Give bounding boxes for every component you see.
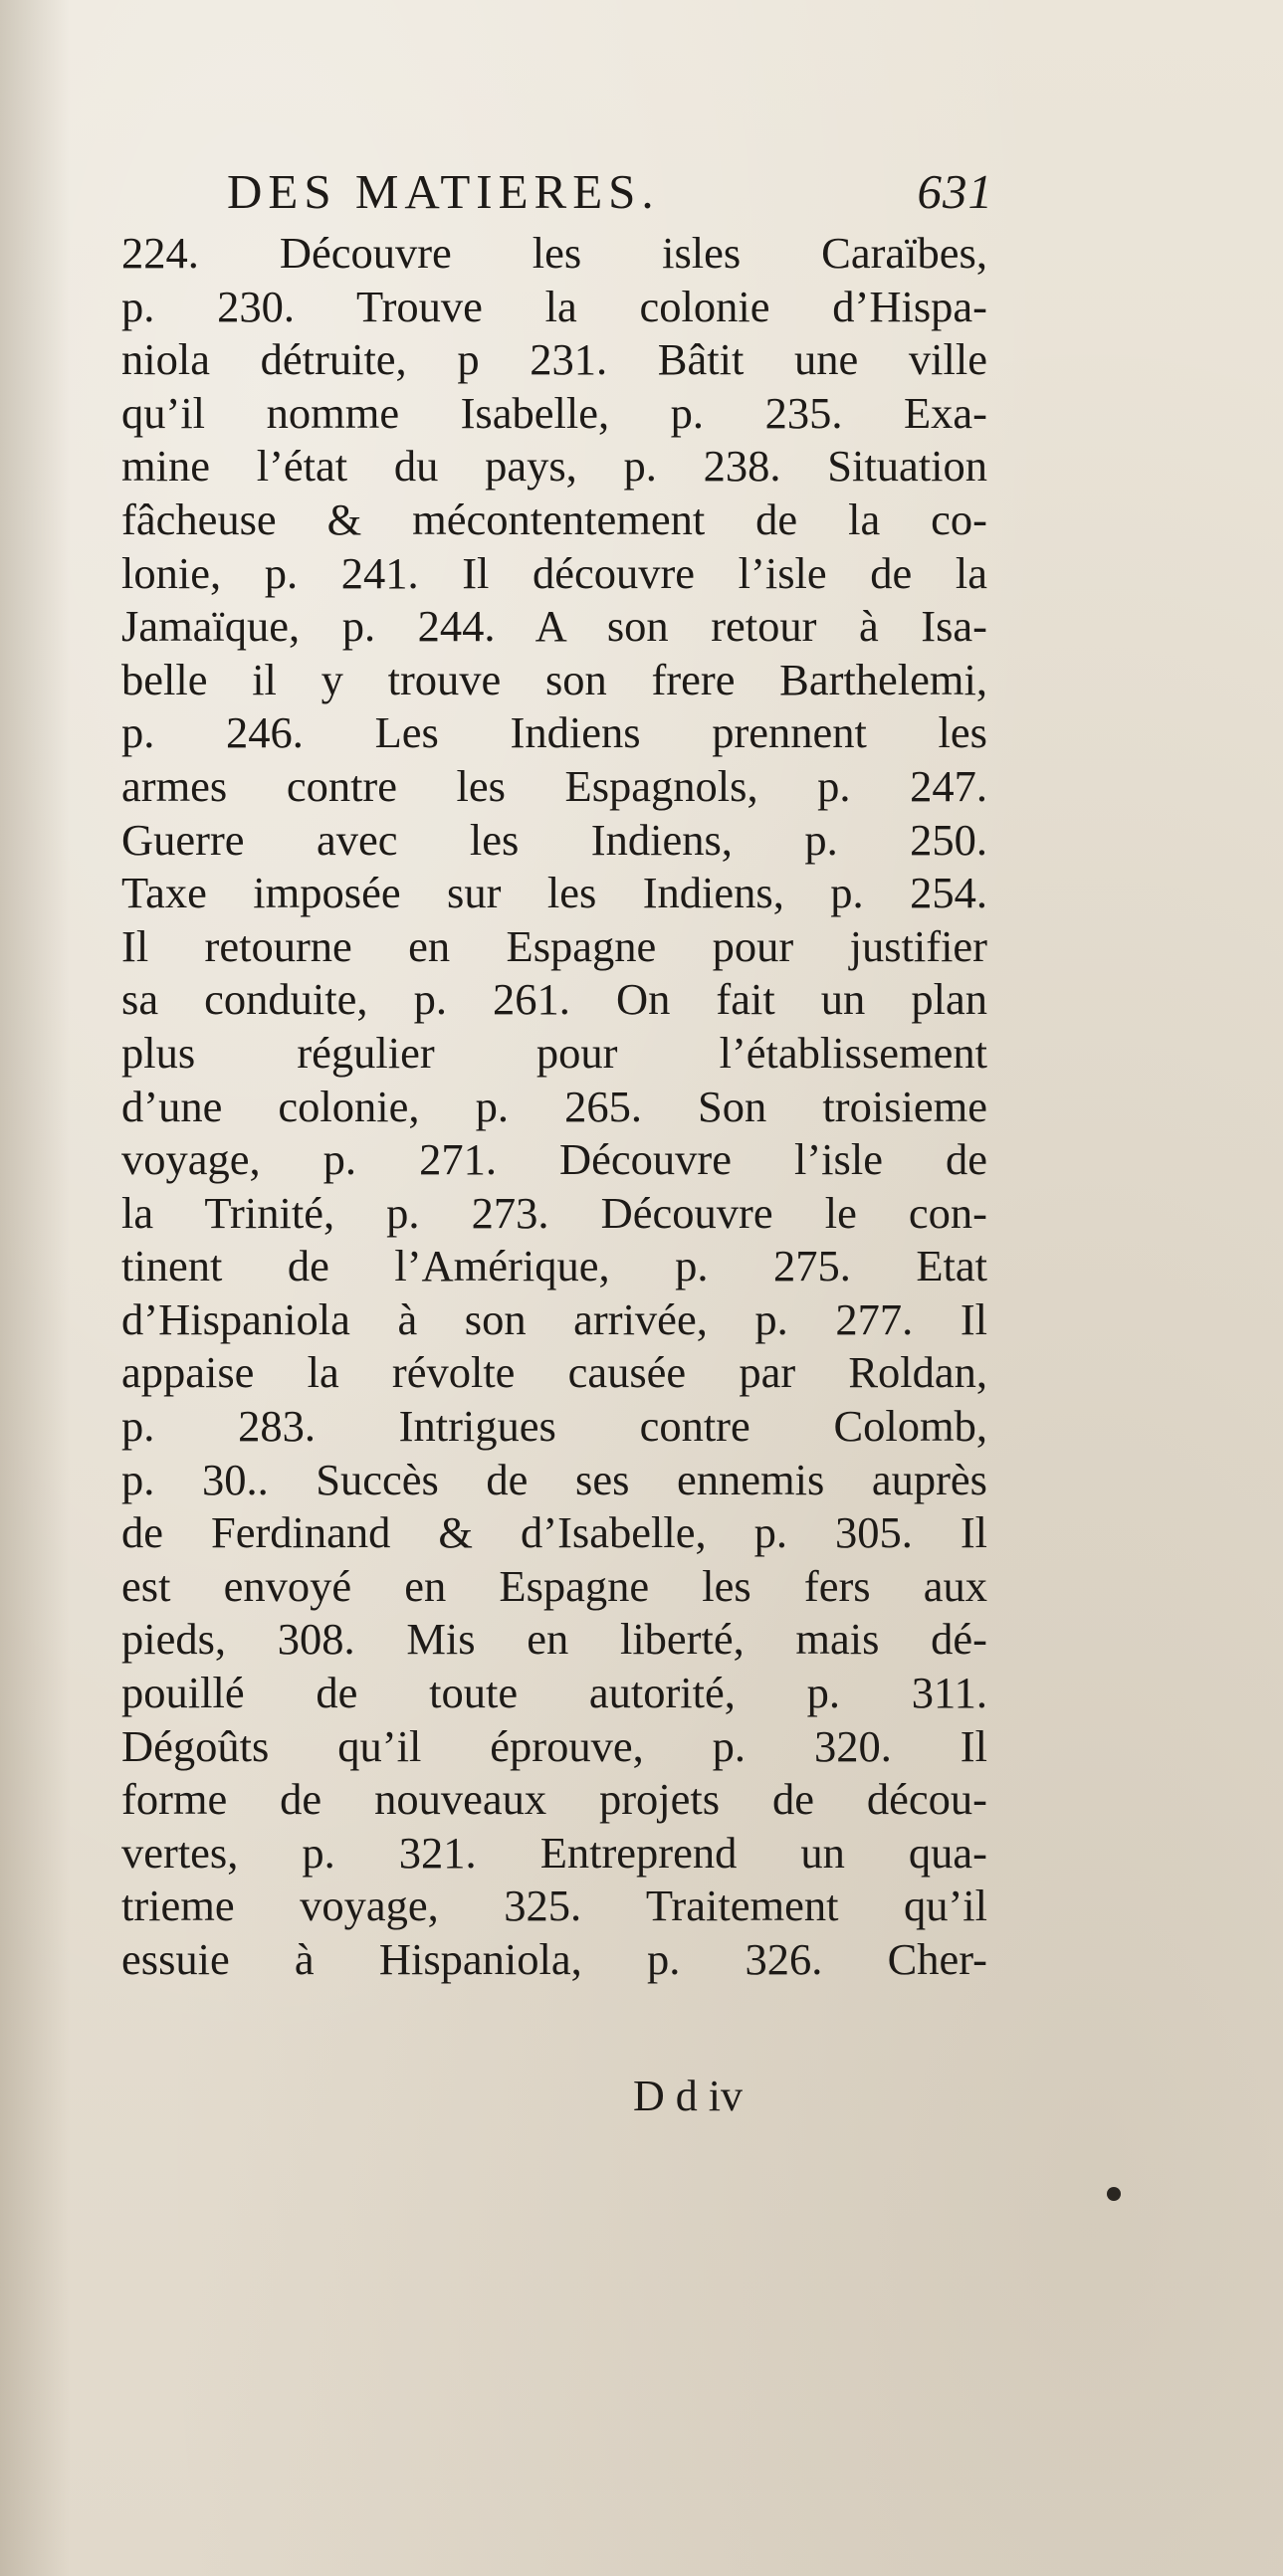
ink-spot — [1107, 2187, 1121, 2201]
index-line: Jamaïque, p. 244. A son retour à Isa- — [121, 601, 987, 652]
index-line: Dégoûts qu’il éprouve, p. 320. Il — [121, 1720, 987, 1771]
running-head-title: DES MATIERES. — [227, 164, 660, 219]
index-line: lonie, p. 241. Il découvre l’isle de la — [121, 547, 987, 598]
index-line: pieds, 308. Mis en liberté, mais dé- — [121, 1614, 987, 1665]
index-line: p. 246. Les Indiens prennent les — [121, 707, 987, 758]
index-line: mine l’état du pays, p. 238. Situation — [121, 441, 987, 492]
index-line: Taxe imposée sur les Indiens, p. 254. — [121, 868, 987, 918]
index-line: sa conduite, p. 261. On fait un plan — [121, 974, 987, 1025]
gutter-shadow — [0, 0, 70, 2576]
index-line: 224. Découvre les isles Caraïbes, — [121, 228, 987, 278]
index-line: p. 230. Trouve la colonie d’Hispa- — [121, 281, 987, 331]
index-line: p. 30.. Succès de ses ennemis auprès — [121, 1454, 987, 1504]
index-line: forme de nouveaux projets de décou- — [121, 1774, 987, 1825]
index-line: essuie à Hispaniola, p. 326. Cher- — [121, 1934, 987, 1984]
index-line: trieme voyage, 325. Traitement qu’il — [121, 1881, 987, 1931]
index-line: la Trinité, p. 273. Découvre le con- — [121, 1187, 987, 1238]
index-line: tinent de l’Amérique, p. 275. Etat — [121, 1241, 987, 1291]
index-entry-text — [121, 227, 987, 1987]
page-number: 631 — [917, 164, 993, 219]
index-line: d’une colonie, p. 265. Son troisieme — [121, 1081, 987, 1131]
index-line: fâcheuse & mécontentement de la co- — [121, 494, 987, 544]
index-line: de Ferdinand & d’Isabelle, p. 305. Il — [121, 1507, 987, 1558]
index-line: plus régulier pour l’établissement — [121, 1027, 987, 1078]
index-line: armes contre les Espagnols, p. 247. — [121, 760, 987, 811]
index-line: Guerre avec les Indiens, p. 250. — [121, 814, 987, 865]
index-line: appaise la révolte causée par Roldan, — [121, 1347, 987, 1398]
index-line: voyage, p. 271. Découvre l’isle de — [121, 1134, 987, 1185]
index-line: Il retourne en Espagne pour justifier — [121, 920, 987, 971]
index-line: d’Hispaniola à son arrivée, p. 277. Il — [121, 1293, 987, 1344]
index-line: pouillé de toute autorité, p. 311. — [121, 1668, 987, 1718]
running-head — [227, 157, 993, 227]
index-line: p. 283. Intrigues contre Colomb, — [121, 1401, 987, 1452]
signature-mark: D d iv — [633, 2072, 743, 2120]
index-line: niola détruite, p 231. Bâtit une ville — [121, 334, 987, 385]
index-line: est envoyé en Espagne les fers aux — [121, 1560, 987, 1611]
index-line: vertes, p. 321. Entreprend un qua- — [121, 1827, 987, 1878]
index-line: qu’il nomme Isabelle, p. 235. Exa- — [121, 387, 987, 438]
index-line: belle il y trouve son frere Barthelemi, — [121, 654, 987, 704]
